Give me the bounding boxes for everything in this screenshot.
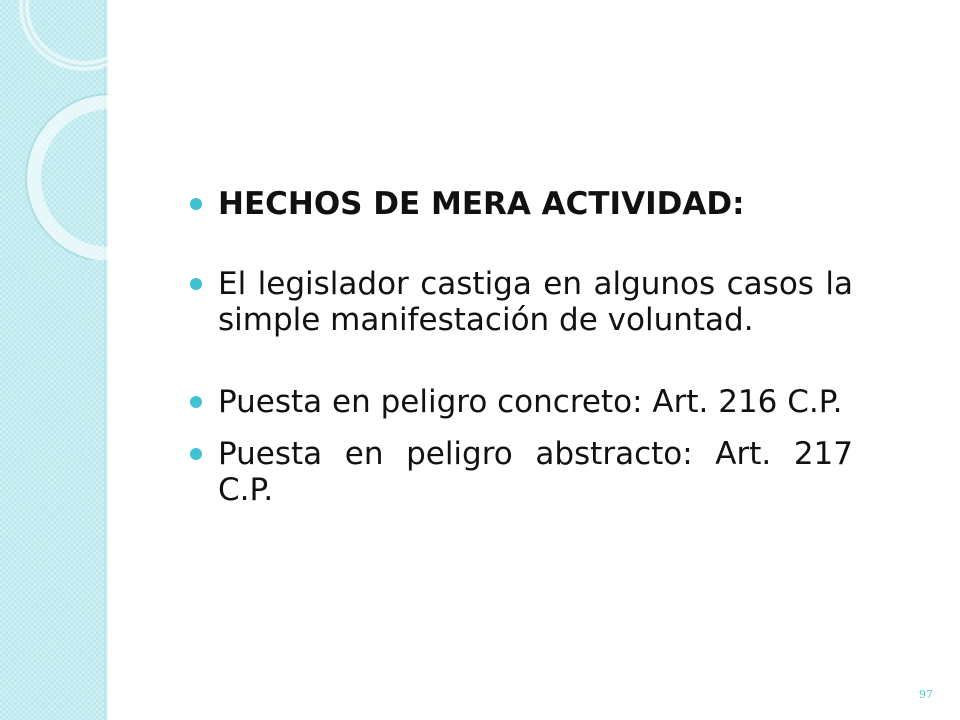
list-item-text: Puesta en peligro concreto: Art. 216 C.P.: [218, 384, 843, 420]
bullet-icon: [190, 396, 202, 408]
page-number: 97: [919, 688, 933, 701]
list-item-text: Puesta en peligro abstracto: Art. 217 C.P.: [218, 436, 853, 508]
bullet-icon: [190, 278, 202, 290]
bullet-icon: [190, 448, 202, 460]
list-item: [190, 384, 853, 420]
list-item: [190, 436, 853, 508]
ring-decoration: [0, 0, 160, 260]
bullet-icon: [190, 198, 202, 210]
list-item-text: El legislador castiga en algunos casos la simple manifestación de voluntad.: [218, 266, 853, 338]
list-item: [190, 266, 853, 338]
bullet-list: [190, 186, 853, 508]
heading-text: HECHOS DE MERA ACTIVIDAD:: [218, 186, 745, 222]
list-item: [190, 186, 853, 222]
